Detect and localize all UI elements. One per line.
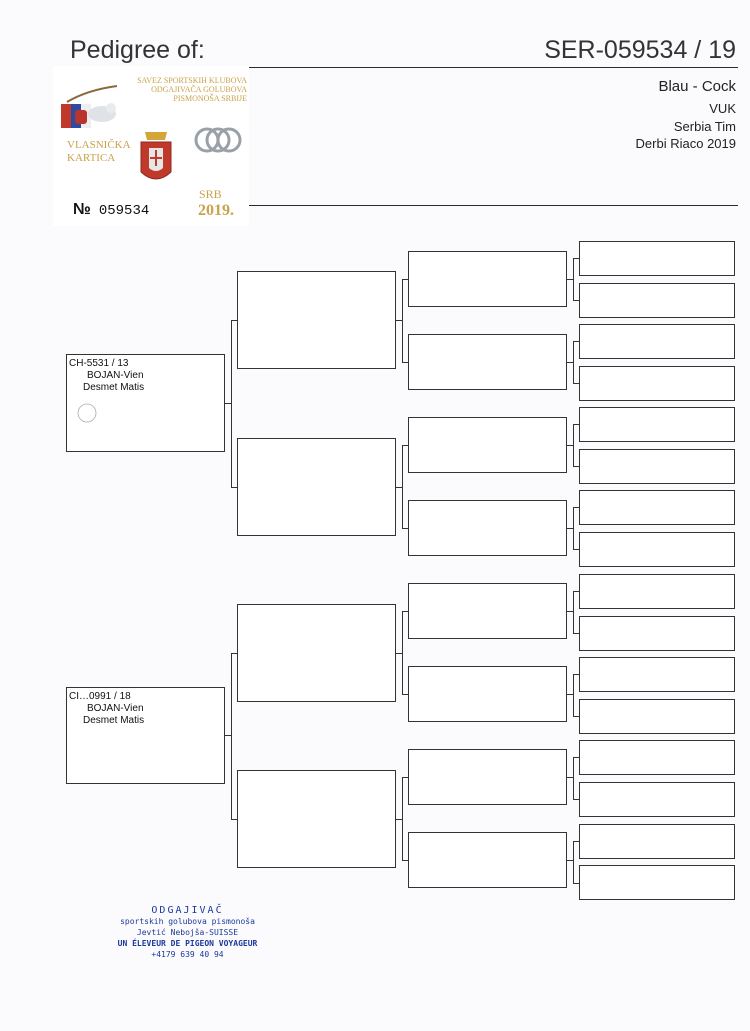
stamp-line4: UN ÉLEVEUR DE PIGEON VOYAGEUR: [117, 939, 258, 948]
mother-info: [69, 691, 144, 727]
pedigree-box-gen2-3[interactable]: [237, 604, 396, 702]
pedigree-box-gen4-5[interactable]: [579, 407, 735, 442]
pedigree-box-gen4-11[interactable]: [579, 657, 735, 692]
card-organization: SAVEZ SPORTSKIH KLUBOVA ODGAJIVAČA GOLUBOVA PISMONOŠA SRBIJE: [137, 76, 247, 103]
pedigree-box-gen3-3[interactable]: [408, 417, 567, 473]
pedigree-box-gen4-3[interactable]: [579, 324, 735, 359]
ring-number: SER-059534 / 19: [544, 36, 736, 64]
mother-breeder: Desmet Matis: [83, 715, 145, 726]
pedigree-box-gen4-12[interactable]: [579, 699, 735, 734]
pedigree-box-gen4-14[interactable]: [579, 782, 735, 817]
info-rule: [248, 205, 738, 206]
race-name: Derbi Riaco 2019: [635, 136, 736, 151]
team-name: Serbia Tim: [673, 119, 736, 134]
pedigree-box-gen3-6[interactable]: [408, 666, 567, 722]
card-number-value: 059534: [98, 203, 150, 219]
pedigree-box-gen3-2[interactable]: [408, 334, 567, 390]
punch-hole-icon: [76, 402, 98, 424]
pedigree-box-gen2-1[interactable]: [237, 271, 396, 369]
pedigree-box-gen4-13[interactable]: [579, 740, 735, 775]
color-sex: Blau - Cock: [658, 78, 736, 95]
pedigree-box-gen4-10[interactable]: [579, 616, 735, 651]
pedigree-box-gen4-9[interactable]: [579, 574, 735, 609]
card-type-label: [67, 139, 131, 165]
mother-name: BOJAN-Vien: [87, 703, 144, 714]
pedigree-box-gen4-16[interactable]: [579, 865, 735, 900]
pedigree-box-gen2-4[interactable]: [237, 770, 396, 868]
fci-logo-icon: [193, 124, 243, 156]
stamp-line3: Jevtić Nebojša-SUISSE: [136, 928, 239, 937]
father-name: BOJAN-Vien: [87, 370, 144, 381]
father-info: [69, 358, 144, 394]
stamp-line1: ODGAJIVAČ: [151, 905, 224, 916]
card-year: 2019.: [198, 202, 234, 219]
pedigree-box-gen4-4[interactable]: [579, 366, 735, 401]
pedigree-box-gen3-1[interactable]: [408, 251, 567, 307]
pedigree-box-gen3-7[interactable]: [408, 749, 567, 805]
pedigree-box-gen3-5[interactable]: [408, 583, 567, 639]
pedigree-box-gen4-2[interactable]: [579, 283, 735, 318]
card-number-label: №: [73, 201, 91, 218]
father-ring: CH-5531 / 13: [69, 358, 129, 369]
page-title: Pedigree of:: [70, 36, 205, 64]
pedigree-box-gen3-4[interactable]: [408, 500, 567, 556]
card-type-line1: VLASNIČKA: [67, 139, 131, 151]
card-type-line2: KARTICA: [67, 152, 116, 164]
ownership-card: [53, 66, 249, 226]
father-breeder: Desmet Matis: [83, 382, 145, 393]
card-number: [73, 201, 149, 219]
pedigree-box-gen4-6[interactable]: [579, 449, 735, 484]
stamp-line5: +4179 639 40 94: [151, 950, 224, 959]
pedigree-box-gen3-8[interactable]: [408, 832, 567, 888]
pedigree-box-gen2-2[interactable]: [237, 438, 396, 536]
mother-ring: CI…0991 / 18: [69, 691, 131, 702]
breeder-stamp: [100, 905, 275, 960]
stamp-line2: sportskih golubova pismonoša: [120, 917, 255, 926]
card-country: SRB: [199, 187, 222, 201]
pedigree-box-gen4-7[interactable]: [579, 490, 735, 525]
bird-name: VUK: [709, 101, 736, 116]
pedigree-box-gen4-8[interactable]: [579, 532, 735, 567]
pedigree-box-gen4-1[interactable]: [579, 241, 735, 276]
coat-of-arms-icon: [135, 124, 177, 194]
pedigree-box-gen4-15[interactable]: [579, 824, 735, 859]
